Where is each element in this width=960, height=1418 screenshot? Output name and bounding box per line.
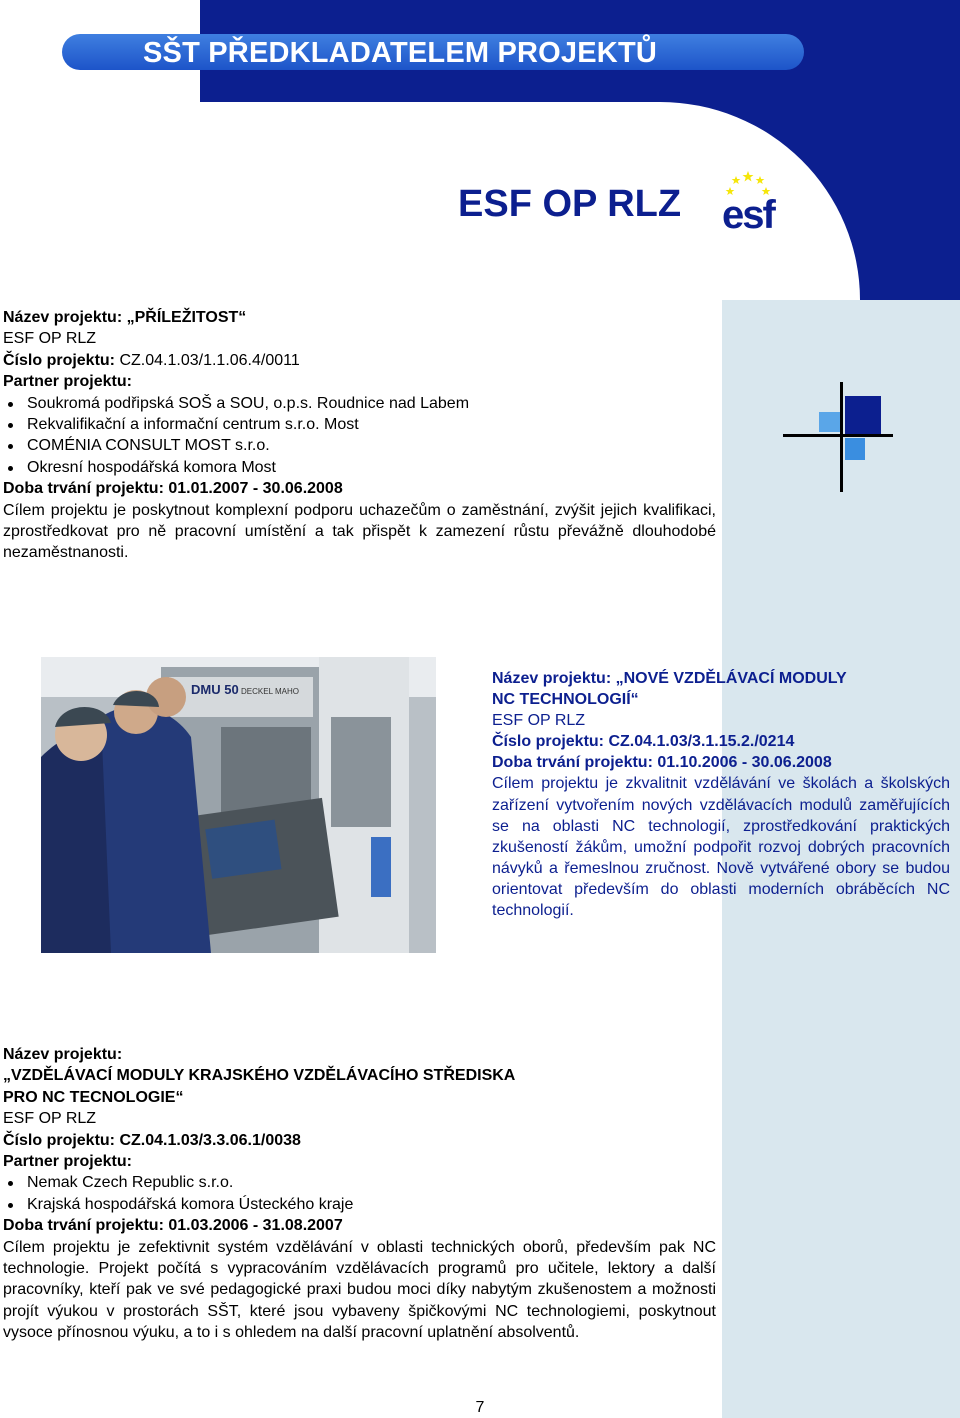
- project-duration: Doba trvání projektu: 01.10.2006 - 30.06.2008: [492, 754, 832, 772]
- list-item: Soukromá podřipská SOŠ a SOU, o.p.s. Roudnice nad Labem: [3, 393, 716, 414]
- list-item: Okresní hospodářská komora Most: [3, 457, 716, 478]
- esf-logo: [722, 168, 798, 232]
- project-2: [492, 668, 950, 921]
- project-name-line-1: „VZDĚLÁVACÍ MODULY KRAJSKÉHO VZDĚLÁVACÍHO STŘEDISKA: [3, 1067, 516, 1085]
- program: ESF OP RLZ: [3, 1110, 97, 1128]
- partner-label: Partner projektu:: [3, 373, 132, 391]
- page-title: SŠT PŘEDKLADATELEM PROJEKTŮ: [143, 37, 658, 69]
- machine-brand: DECKEL MAHO: [241, 687, 299, 696]
- project-1: [3, 307, 716, 564]
- project-name-line-1: „NOVÉ VZDĚLÁVACÍ MODULY: [615, 670, 847, 687]
- page-number: 7: [475, 1399, 485, 1416]
- project-name-line-2: PRO NC TECNOLOGIE“: [3, 1088, 184, 1106]
- decorative-squares-icon: [783, 382, 893, 492]
- project-name-line-2: NC TECHNOLOGIÍ“: [492, 691, 639, 709]
- name-label: Název projektu:: [492, 670, 612, 687]
- project-number: Číslo projektu: CZ.04.1.03/3.3.06.1/0038: [3, 1131, 301, 1149]
- project-duration: Doba trvání projektu: 01.03.2006 - 31.08.2007: [3, 1217, 343, 1235]
- partner-list: [3, 1172, 716, 1215]
- list-item: Rekvalifikační a informační centrum s.r.o. Most: [3, 414, 716, 435]
- machine-label: DMU 50: [191, 682, 239, 697]
- logo-text: esf: [722, 193, 774, 232]
- project-duration: Doba trvání projektu: 01.01.2007 - 30.06.2008: [3, 480, 343, 498]
- number-label: Číslo projektu:: [3, 351, 116, 369]
- project-number: CZ.04.1.03/1.1.06.4/0011: [119, 351, 300, 369]
- project-goal: Cílem projektu je zkvalitnit vzdělávání ve školách a školských zařízení vytvořením nových vzdělávacích modulů zaměřujících se na oblasti NC technologií, zprostředkování praktických zkušeností žákům, umožní podpořit rozvoj dobrých pracovních návyků a řemeslnou zručnost. Nově vytvářené obory se budou orientovat především do oblasti moderních obráběcích NC technologií.: [492, 775, 950, 920]
- list-item: Krajská hospodářská komora Ústeckého kraje: [3, 1194, 716, 1215]
- program: ESF OP RLZ: [3, 330, 97, 348]
- list-item: Nemak Czech Republic s.r.o.: [3, 1172, 716, 1193]
- name-label: Název projektu:: [3, 309, 123, 326]
- project-name: „PŘÍLEŽITOST“: [126, 309, 247, 326]
- program-title: ESF OP RLZ: [458, 183, 682, 225]
- list-item: COMÉNIA CONSULT MOST s.r.o.: [3, 435, 716, 456]
- partner-label: Partner projektu:: [3, 1153, 132, 1171]
- cnc-training-photo: [41, 657, 436, 953]
- project-number: Číslo projektu: CZ.04.1.03/3.1.15.2./0214: [492, 733, 795, 751]
- project-goal: Cílem projektu je poskytnout komplexní podporu uchazečům o zaměstnání, zvýšit jejich kvalifikaci, zprostředkovat pro ně pracovní umístění a tak přispět k zamezení růstu převážně dlouhodobé nezaměstnanosti.: [3, 501, 716, 562]
- program: ESF OP RLZ: [492, 712, 586, 730]
- project-3: [3, 1044, 716, 1344]
- project-goal: Cílem projektu je zefektivnit systém vzdělávání v oblasti technických oborů, především pak NC technologie. Projekt počítá s vypracováním vzdělávacích programů pro učitele, lektory a další pracovníky, kteří pak ve své pedagogické praxi budou moci díky nabytým zkušenostem a možnosti projít výukou v prostorách SŠT, které jsou vybaveny špičkovými NC technologiemi, poskytnout vysoce přínosnou výuku, a to i s ohledem na další pracovní uplatnění absolventů.: [3, 1238, 716, 1342]
- name-label: Název projektu:: [3, 1046, 123, 1063]
- partner-list: [3, 393, 716, 479]
